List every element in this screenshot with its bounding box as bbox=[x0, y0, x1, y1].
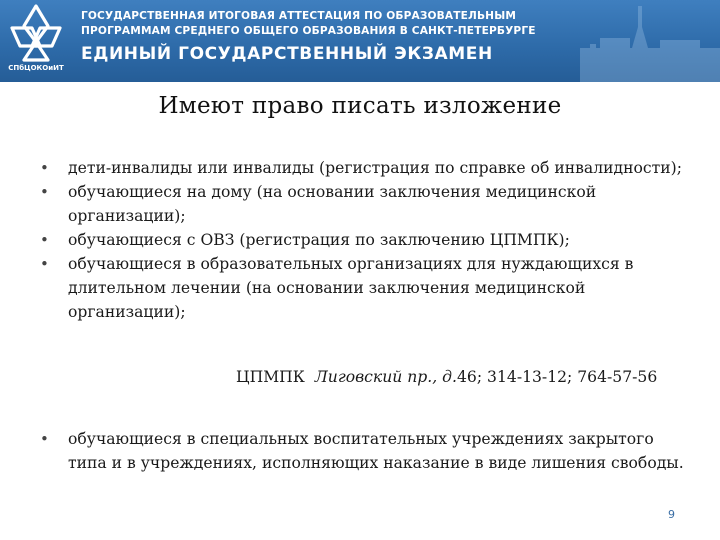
city-skyline-icon bbox=[520, 0, 720, 82]
contact-address: Лиговский пр., д. bbox=[314, 368, 457, 386]
bullet-text: обучающиеся с ОВЗ (регистрация по заключению ЦПМПК); bbox=[68, 231, 570, 249]
contact-line bbox=[236, 368, 657, 386]
emblem-logo-icon bbox=[4, 2, 68, 64]
header-line-3: ЕДИНЫЙ ГОСУДАРСТВЕННЫЙ ЭКЗАМЕН bbox=[81, 44, 493, 64]
contact-org: ЦПМПК bbox=[236, 368, 305, 386]
bullet-dot-icon: • bbox=[40, 231, 49, 249]
bullet-dot-icon: • bbox=[40, 255, 49, 273]
bullet-text: обучающиеся в образовательных организациях для нуждающихся в длительном лечении (на основании заключения медицинской организации); bbox=[68, 255, 634, 321]
contact-phones: 46; 314-13-12; 764-57-56 bbox=[457, 368, 658, 386]
bullet-text: обучающиеся в специальных воспитательных учреждениях закрытого типа и в учреждениях, исполняющих наказание в виде лишения свободы. bbox=[68, 430, 684, 472]
bullet-item bbox=[40, 156, 690, 180]
header-banner bbox=[0, 0, 720, 82]
bullet-item bbox=[40, 427, 690, 475]
page-number: 9 bbox=[668, 508, 675, 521]
bullet-text: дети-инвалиды или инвалиды (регистрация по справке об инвалидности); bbox=[68, 159, 682, 177]
bullet-list bbox=[40, 156, 690, 324]
bullet-list-2 bbox=[40, 427, 690, 475]
logo-caption: СПбЦОКОиИТ bbox=[8, 64, 64, 72]
bullet-dot-icon: • bbox=[40, 159, 49, 177]
bullet-text: обучающиеся на дому (на основании заключения медицинской организации); bbox=[68, 183, 597, 225]
bullet-item bbox=[40, 180, 690, 228]
bullet-item bbox=[40, 252, 690, 324]
header-line-2: ПРОГРАММАМ СРЕДНЕГО ОБЩЕГО ОБРАЗОВАНИЯ В САНКТ-ПЕТЕРБУРГЕ bbox=[81, 25, 536, 37]
header-line-1: ГОСУДАРСТВЕННАЯ ИТОГОВАЯ АТТЕСТАЦИЯ ПО ОБРАЗОВАТЕЛЬНЫМ bbox=[81, 10, 517, 22]
bullet-item bbox=[40, 228, 690, 252]
bullet-dot-icon: • bbox=[40, 430, 49, 448]
slide-title: Имеют право писать изложение bbox=[158, 93, 562, 119]
bullet-dot-icon: • bbox=[40, 183, 49, 201]
